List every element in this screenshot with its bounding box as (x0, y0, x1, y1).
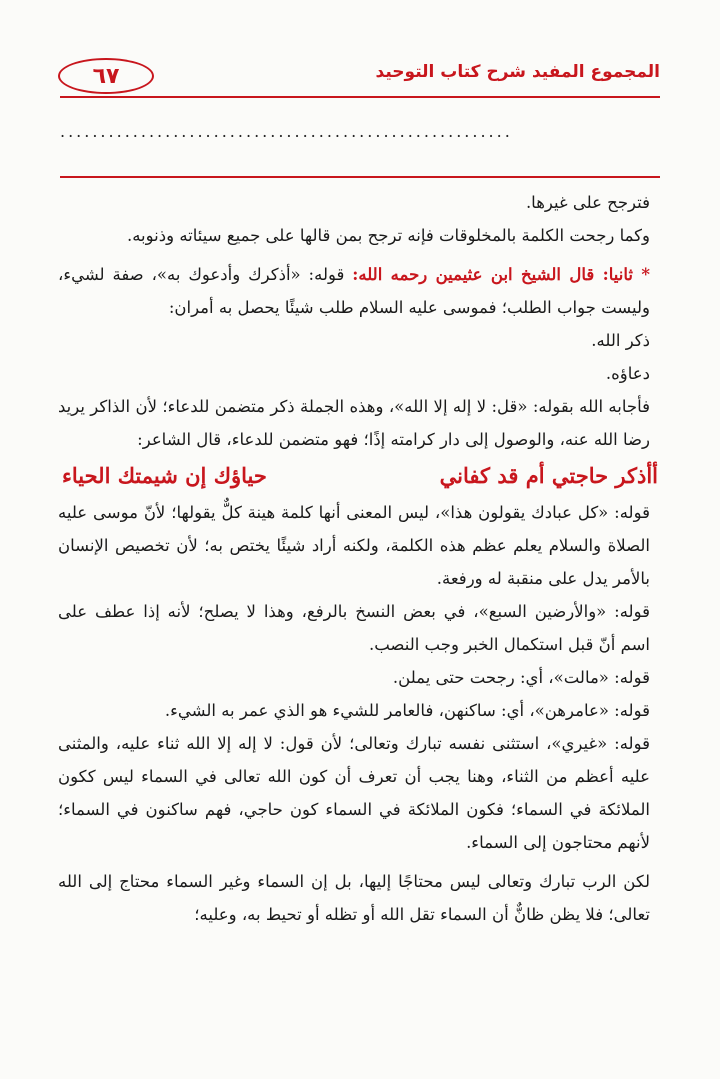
header-rule (60, 96, 660, 98)
verse-hemistich-left: حياؤك إن شيمتك الحياء (62, 463, 267, 488)
mid-rule (60, 176, 660, 178)
paragraph-1: فترجح على غيرها. (525, 193, 650, 212)
verse-line (58, 456, 662, 496)
body-paragraph: قوله: «مالت»، أي: رجحت حتى يملن. (392, 668, 650, 687)
paragraph-2: وكما رجحت الكلمة بالمخلوقات فإنه ترجح بمن قالها على جميع سيئاته وذنوبه. (126, 226, 650, 245)
page-body (58, 186, 662, 931)
running-title: المجموع المفيد شرح كتاب التوحيد (375, 62, 660, 82)
page-number: ٦٧ (58, 58, 154, 94)
body-paragraph: قوله: «غيري»، استثنى نفسه تبارك وتعالى؛ لأن قول: لا إله إلا الله ثناء عليه، والمثنى عليه أعظم من الثناء، وهنا يجب أن تعرف أن كون الله تعالى في السماء ليس ككون الملائكة في السماء؛ فكون الملائكة في السماء كون حاجي، فهم ساكنون في السماء؛ لأنهم محتاجون إلى السماء. (58, 734, 650, 852)
verse-hemistich-right: أأذكر حاجتي أم قد كفاني (439, 463, 658, 488)
section-marker: * ثانيا: قال الشيخ ابن عثيمين رحمه الله: (352, 265, 650, 284)
list-item: ذكر الله. (591, 331, 650, 350)
body-paragraph: لكن الرب تبارك وتعالى ليس محتاجًا إليها، بل إن السماء وغير السماء محتاج إلى الله تعالى؛ فلا يظن ظانٌّ أن السماء تقل الله أو تظله أو تحيط به، وعليه؛ (58, 872, 650, 924)
list-item: دعاؤه. (605, 364, 650, 383)
body-paragraph: قوله: «كل عبادك يقولون هذا»، ليس المعنى أنها كلمة هينة كلٌّ يقولها؛ لأنّ موسى عليه الصلاة والسلام يعلم عظم هذه الكلمة، ولكنه أراد شيئًا يختص به؛ لأن تخصيص الإنسان بالأمر يدل على منقبة له ورفعة. (58, 503, 650, 588)
section-paragraph (58, 258, 662, 324)
page-header (58, 58, 660, 94)
section-text: قوله: «أذكرك وأدعوك به»، صفة لشيء، وليست جواب الطلب؛ فموسى عليه السلام طلب شيئًا يحصل به أمران: (58, 265, 650, 317)
separator-dots: ........................................................ (60, 122, 513, 141)
answer-paragraph: فأجابه الله بقوله: «قل: لا إله إلا الله»، وهذه الجملة ذكر متضمن للدعاء؛ لأن الذاكر يريد رضا الله عنه، والوصول إلى دار كرامته إذًا؛ فهو متضمن للدعاء، قال الشاعر: (58, 397, 650, 449)
body-paragraph: قوله: «والأرضين السبع»، في بعض النسخ بالرفع، وهذا لا يصلح؛ لأنه إذا عطف على اسم أنّ قبل استكمال الخبر وجب النصب. (58, 602, 650, 654)
body-paragraph: قوله: «عامرهن»، أي: ساكنهن، فالعامر للشيء هو الذي عمر به الشيء. (164, 701, 650, 720)
